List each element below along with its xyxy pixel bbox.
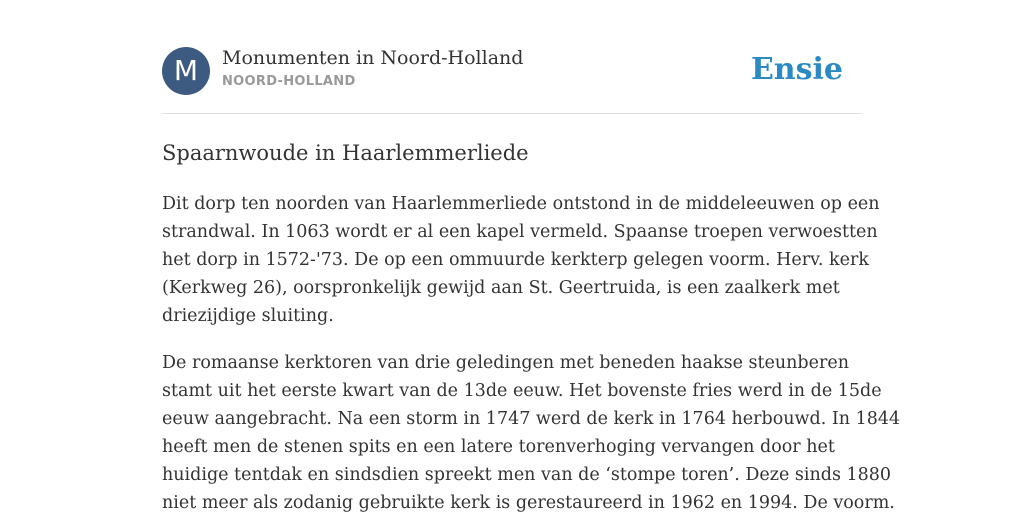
article-paragraph — [162, 190, 880, 330]
text-line: het dorp in 1572-'73. De op een ommuurde kerkterp gelegen voorm. Herv. kerk — [162, 250, 869, 270]
site-header — [162, 46, 862, 96]
header-divider — [162, 113, 862, 114]
site-subtitle[interactable]: NOORD-HOLLAND — [222, 74, 356, 89]
avatar[interactable]: M — [162, 47, 210, 95]
text-line: Dit dorp ten noorden van Haarlemmerliede ontstond in de middeleeuwen op een — [162, 194, 880, 214]
text-line: strandwal. In 1063 wordt er al een kapel vermeld. Spaanse troepen verwoestten — [162, 222, 878, 242]
text-line: heeft men de stenen spits en een latere torenverhoging vervangen door het — [162, 437, 835, 457]
text-line: eeuw aangebracht. Na een storm in 1747 werd de kerk in 1764 herbouwd. In 1844 — [162, 409, 901, 429]
text-line: De romaanse kerktoren van drie geledingen met beneden haakse steunberen — [162, 353, 849, 373]
article-body — [162, 190, 901, 512]
text-line: driezijdige sluiting. — [162, 306, 334, 326]
text-line: (Kerkweg 26), oorspronkelijk gewijd aan St. Geertruida, is een zaalkerk met — [162, 278, 840, 298]
article-paragraph — [162, 349, 901, 512]
site-title[interactable]: Monumenten in Noord-Holland — [222, 47, 524, 69]
brand-logo[interactable]: Ensie — [750, 52, 843, 87]
text-line: huidige tentdak en sindsdien spreekt men van de ‘stompe toren’. Deze sinds 1880 — [162, 465, 892, 485]
article-title: Spaarnwoude in Haarlemmerliede — [162, 141, 529, 165]
text-line: niet meer als zodanig gebruikte kerk is gerestaureerd in 1962 en 1994. De voorm. — [162, 493, 895, 512]
text-line: stamt uit het eerste kwart van de 13de eeuw. Het bovenste fries werd in de 15de — [162, 381, 882, 401]
